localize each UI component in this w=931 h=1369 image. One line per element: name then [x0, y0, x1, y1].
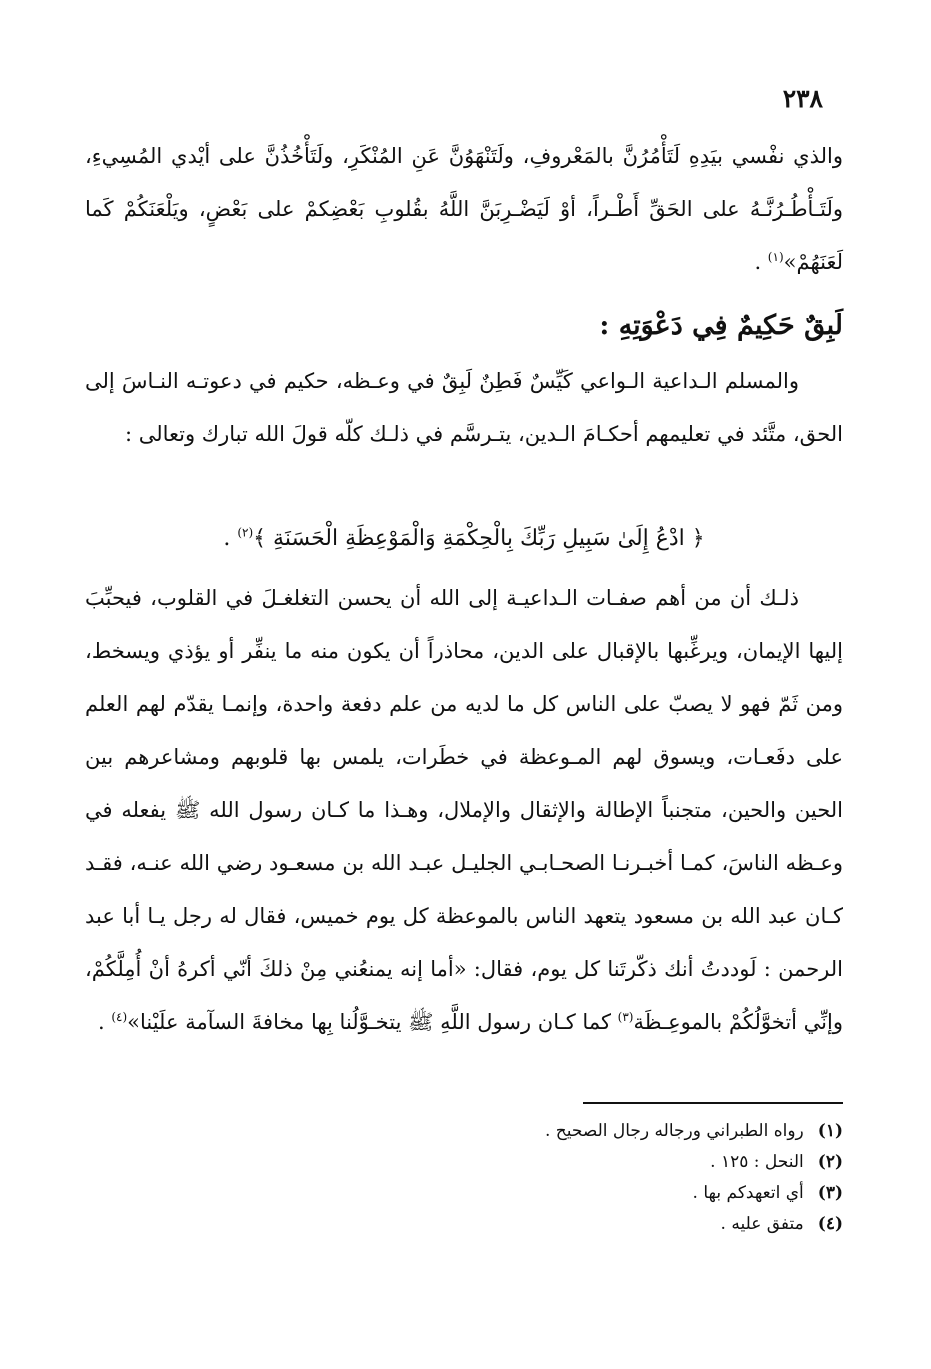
quran-verse-text: ﴿ ادْعُ إِلَىٰ سَبِيلِ رَبِّكَ بِالْحِكْمَةِ وَالْمَوْعِظَةِ الْحَسَنَةِ ﴾	[253, 526, 705, 551]
footnote-ref-4[interactable]: (٤)	[111, 1010, 128, 1024]
paragraph-3-body	[85, 572, 843, 1049]
footnote-text: متفق عليه .	[720, 1214, 804, 1234]
footnote-number: (١)	[817, 1121, 843, 1141]
footnote-divider	[583, 1102, 843, 1104]
paragraph-2	[85, 355, 843, 461]
quran-verse-end: .	[223, 526, 238, 551]
footnote-ref-1[interactable]: (١)	[767, 250, 784, 264]
paragraph-3	[85, 572, 843, 1049]
footnote-number: (٤)	[817, 1214, 843, 1234]
section-heading: لَبِقٌ حَكِيمٌ فِي دَعْوَتِهِ :	[599, 310, 843, 341]
intro-paragraph	[85, 130, 843, 289]
footnote-item	[85, 1178, 843, 1209]
intro-paragraph-end: .	[754, 250, 768, 274]
page-number: ٢٣٨	[782, 84, 823, 113]
paragraph-2-text: والمسلم الـداعية الـواعي كَيِّسٌ فَطِنٌ لَبِقٌ في وعـظه، حكيم في دعوتـه النـاسَ إلى الحق، متَّئد في تعليمهم أحكـامَ الـدين، يتـرسَّم في ذلـك كلّه قولَ الله تبارك وتعالى :	[85, 369, 843, 446]
footnote-ref-2[interactable]: (٢)	[237, 525, 254, 540]
footnote-text: رواه الطبراني ورجاله رجال الصحيح .	[544, 1121, 804, 1141]
quran-verse	[85, 513, 843, 565]
footnotes-list	[85, 1116, 843, 1240]
intro-paragraph-text: والذي نفْسي بيَدِهِ لَتَأْمُرُنَّ بالمَعْروفِ، ولَتَنْهَوُنَّ عَنِ المُنْكَرِ، ولَتَأْخُذُنَّ على أيْدي المُسِيءِ، ولَتَـأْطُـرُنَّـهُ على الحَقِّ أَطْـراً، أوْ لَيَضْـرِبَنَّ اللَّهُ بقُلوبِ بَعْضِكمْ على بَعْضٍ، ويَلْعَنَكُمْ كَما لَعَنَهُمْ»	[85, 144, 843, 274]
footnote-item	[85, 1116, 843, 1147]
footnote-ref-3[interactable]: (٣)	[617, 1010, 634, 1024]
footnote-number: (٢)	[817, 1152, 843, 1172]
footnote-number: (٣)	[817, 1183, 843, 1203]
footnote-item	[85, 1209, 843, 1240]
footnote-item	[85, 1147, 843, 1178]
footnote-text: النحل : ١٢٥ .	[710, 1152, 804, 1172]
footnote-text: أي اتعهدكم بها .	[692, 1183, 804, 1203]
paragraph-3-end: .	[97, 1010, 112, 1034]
paragraph-3-continuation: كما كـان رسول اللَّهِ ﷺ يتخـوَّلُنا بِها مخافةَ السآمة علَيْنا»	[127, 1010, 618, 1034]
paragraph-3-text: ذلـك أن من أهم صفـات الـداعيـة إلى الله أن يحسن التغلغـلَ في القلوب، فيحبِّبَ إليها الإيمان، ويرغِّبها بالإقبال على الدين، محاذراً أن يكون منه ما ينفِّر أو يؤذي ويسخط، ومن ثَمّ فهو لا يصبّ على الناس كل ما لديه من علم دفعة واحدة، وإنمـا يقدّم لهم العلم على دفَعـات، ويسوق لهم المـوعظة في خطَرات، يلمس بها قلوبهم ومشاعرهم بين الحين والحين، متجنباً الإطالة والإثقال والإملال، وهـذا ما كـان رسول الله ﷺ يفعله في وعـظه الناسَ، كمـا أخبـرنـا الصحـابـي الجليـل عبـد الله بن مسعـود رضي الله عنـه، فقـد كـان عبد الله بن مسعود يتعهد الناس بالموعظة كل يوم خميس، فقال له رجل يـا أبا عبد الرحمن : لَوددتُ أنك ذكّرتَنا كل يوم، فقال: «أما إنه يمنعُني مِنْ ذلكَ أنّي أكرهُ أنْ أُمِلَّكُمْ، وإنِّي أتخوَّلُكُمْ بالموعِـظَة	[85, 586, 843, 1034]
